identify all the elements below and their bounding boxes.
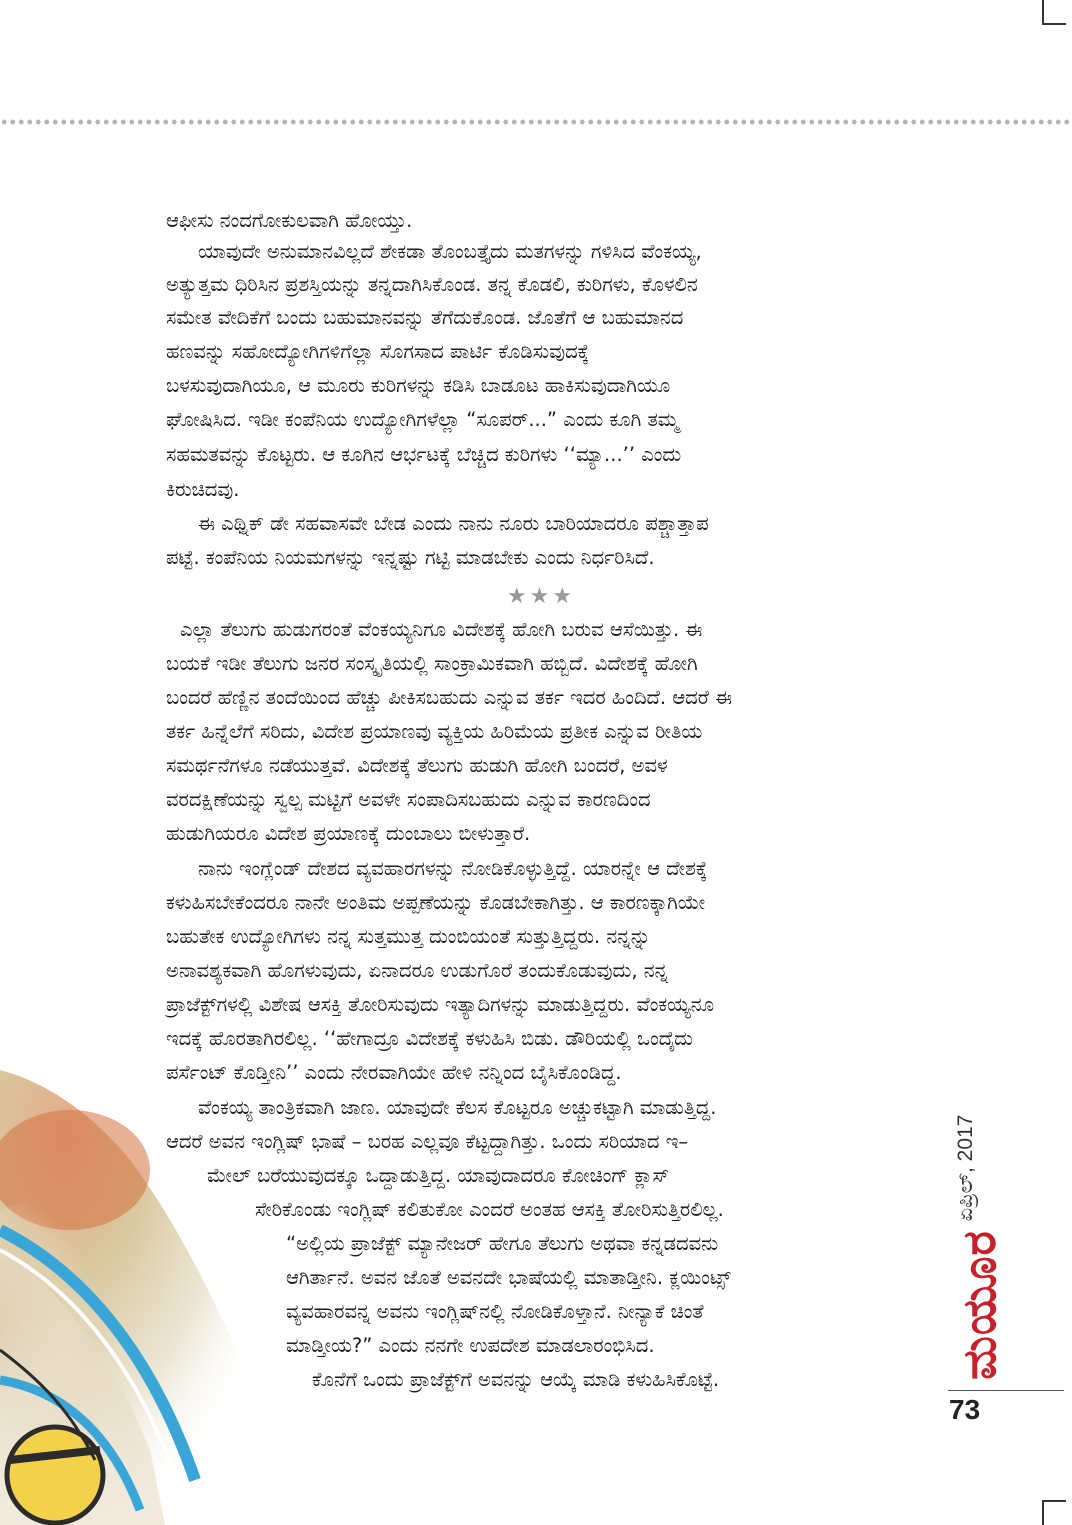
issue-date-text: ಏಪ್ರಿಲ್, 2017	[954, 1114, 977, 1222]
text-line: ಘೋಷಿಸಿದ. ಇಡೀ ಕಂಪೆನಿಯ ಉದ್ಯೋಗಿಗಳೆಲ್ಲಾ “ಸೂಪರ್...” ಎಂದು ಕೂಗಿ ತಮ್ಮ	[166, 408, 679, 431]
text-line: ಮೇಲ್ ಬರೆಯುವುದಕ್ಕೂ ಒದ್ದಾಡುತ್ತಿದ್ದ. ಯಾವುದಾದರೂ ಕೋಚಿಂಗ್ ಕ್ಲಾಸ್	[207, 1164, 670, 1187]
text-line: ವೆಂಕಯ್ಯ ತಾಂತ್ರಿಕವಾಗಿ ಜಾಣ. ಯಾವುದೇ ಕೆಲಸ ಕೊಟ್ಟರೂ ಅಚ್ಚುಕಟ್ಟಾಗಿ ಮಾಡುತ್ತಿದ್ದ.	[198, 1096, 717, 1119]
text-line: ಕೊನೆಗೆ ಒಂದು ಪ್ರಾಜೆಕ್ಟ್‌ಗೆ ಅವನನ್ನು ಆಯ್ಕೆ ಮಾಡಿ ಕಳುಹಿಸಿಕೊಟ್ಟೆ.	[312, 1368, 720, 1391]
text-line: ಪರ್ಸೆಂಟ್ ಕೊಡ್ತೀನಿ’’ ಎಂದು ನೇರವಾಗಿಯೇ ಹೇಳಿ ನನ್ನಿಂದ ಬೈಸಿಕೊಂಡಿದ್ದ.	[166, 1061, 622, 1084]
text-line: ಮಾಡ್ತೀಯ?” ಎಂದು ನನಗೇ ಉಪದೇಶ ಮಾಡಲಾರಂಭಿಸಿದ.	[286, 1334, 655, 1357]
crop-mark-bottom-horizontal	[1042, 1500, 1066, 1502]
text-line: ಯಾವುದೇ ಅನುಮಾನವಿಲ್ಲದೆ ಶೇಕಡಾ ತೊಂಬತ್ತೈದು ಮತಗಳನ್ನು ಗಳಿಸಿದ ವೆಂಕಯ್ಯ,	[198, 240, 702, 263]
text-line: ಸಮರ್ಥನೆಗಳೂ ನಡೆಯುತ್ತವೆ. ವಿದೇಶಕ್ಕೆ ತೆಲುಗು ಹುಡುಗಿ ಹೋಗಿ ಬಂದರೆ, ಅವಳ	[166, 754, 668, 777]
page-number: 73	[949, 1394, 981, 1425]
section-separator: ★★★	[506, 584, 576, 609]
text-line: ಹುಡುಗಿಯರೂ ವಿದೇಶ ಪ್ರಯಾಣಕ್ಕೆ ದುಂಬಾಲು ಬೀಳುತ್ತಾರೆ.	[166, 822, 531, 845]
text-line: ಇದಕ್ಕೆ ಹೊರತಾಗಿರಲಿಲ್ಲ. ‘‘ಹೇಗಾದ್ರೂ ವಿದೇಶಕ್ಕೆ ಕಳುಹಿಸಿ ಬಿಡು. ಡೌರಿಯಲ್ಲಿ ಒಂದೈದು	[166, 1027, 693, 1050]
text-line: ಆದರೆ ಅವನ ಇಂಗ್ಲಿಷ್ ಭಾಷೆ – ಬರಹ ಎಲ್ಲವೂ ಕೆಟ್ಟದ್ದಾಗಿತ್ತು. ಒಂದು ಸರಿಯಾದ ಇ–	[166, 1130, 689, 1153]
dotted-header-rule	[0, 119, 1072, 125]
text-line: ಅನಾವಶ್ಯಕವಾಗಿ ಹೊಗಳುವುದು, ಏನಾದರೂ ಉಡುಗೊರೆ ತಂದುಕೊಡುವುದು, ನನ್ನ	[166, 959, 669, 982]
text-line: ಪಟ್ಟೆ. ಕಂಪೆನಿಯ ನಿಯಮಗಳನ್ನು ಇನ್ನಷ್ಟು ಗಟ್ಟಿ ಮಾಡಬೇಕು ಎಂದು ನಿರ್ಧರಿಸಿದೆ.	[166, 546, 655, 569]
text-line: ಸಹಮತವನ್ನು ಕೊಟ್ಟರು. ಆ ಕೂಗಿನ ಆರ್ಭಟಕ್ಕೆ ಬೆಚ್ಚಿದ ಕುರಿಗಳು ‘‘ಮ್ಯಾ...’’ ಎಂದು	[166, 443, 682, 466]
text-line: ವರದಕ್ಷಿಣೆಯನ್ನು ಸ್ವಲ್ಪ ಮಟ್ಟಿಗೆ ಅವಳೇ ಸಂಪಾದಿಸಬಹುದು ಎನ್ನುವ ಕಾರಣದಿಂದ	[166, 788, 651, 811]
decorative-illustration	[0, 1050, 260, 1525]
text-line: ಆಫೀಸು ನಂದಗೋಕುಲವಾಗಿ ಹೋಯ್ತು.	[166, 209, 413, 232]
text-line: ಈ ಎಥ್ನಿಕ್ ಡೇ ಸಹವಾಸವೇ ಬೇಡ ಎಂದು ನಾನು ನೂರು ಬಾರಿಯಾದರೂ ಪಶ್ಚಾತ್ತಾಪ	[198, 512, 709, 535]
text-line: ನಾನು ಇಂಗ್ಲೆಂಡ್ ದೇಶದ ವ್ಯವಹಾರಗಳನ್ನು ನೋಡಿಕೊಳ್ಳುತ್ತಿದ್ದೆ. ಯಾರನ್ನೇ ಆ ದೇಶಕ್ಕೆ	[198, 857, 708, 880]
text-line: ವ್ಯವಹಾರವನ್ನ ಅವನು ಇಂಗ್ಲಿಷ್‌ನಲ್ಲಿ ನೋಡಿಕೊಳ್ತಾನೆ. ನೀನ್ಯಾಕೆ ಚಿಂತೆ	[286, 1300, 704, 1323]
text-line: ಪ್ರಾಜೆಕ್ಟ್‌ಗಳಲ್ಲಿ ವಿಶೇಷ ಆಸಕ್ತಿ ತೋರಿಸುವುದು ಇತ್ಯಾದಿಗಳನ್ನು ಮಾಡುತ್ತಿದ್ದರು. ವೆಂಕಯ್ಯನೂ	[166, 993, 715, 1016]
text-line: ಸೇರಿಕೊಂಡು ಇಂಗ್ಲಿಷ್ ಕಲಿತುಕೋ ಎಂದರೆ ಅಂತಹ ಆಸಕ್ತಿ ತೋರಿಸುತ್ತಿರಲಿಲ್ಲ.	[255, 1198, 724, 1221]
magazine-name: ಮಯೂರ	[952, 1230, 1006, 1380]
crop-mark-top-vertical	[1042, 0, 1044, 24]
text-line: ತರ್ಕ ಹಿನ್ನೆಲೆಗೆ ಸರಿದು, ವಿದೇಶ ಪ್ರಯಾಣವು ವ್ಯಕ್ತಿಯ ಹಿರಿಮೆಯ ಪ್ರತೀಕ ಎನ್ನುವ ರೀತಿಯ	[166, 720, 703, 743]
issue-date	[931, 1114, 1001, 1222]
text-line: ಬಳಸುವುದಾಗಿಯೂ, ಆ ಮೂರು ಕುರಿಗಳನ್ನು ಕಡಿಸಿ ಬಾಡೂಟ ಹಾಕಿಸುವುದಾಗಿಯೂ	[166, 374, 671, 397]
text-line: ಅತ್ಯುತ್ತಮ ಧಿರಿಸಿನ ಪ್ರಶಸ್ತಿಯನ್ನು ತನ್ನದಾಗಿಸಿಕೊಂಡ. ತನ್ನ ಕೊಡಲಿ, ಕುರಿಗಳು, ಕೊಳಲಿನ	[166, 273, 698, 296]
crop-mark-top-horizontal	[1042, 23, 1066, 25]
text-line: ಬಂದರೆ ಹೆಣ್ಣಿನ ತಂದೆಯಿಂದ ಹೆಚ್ಚು ಪೀಕಿಸಬಹುದು ಎನ್ನುವ ತರ್ಕ ಇದರ ಹಿಂದಿದೆ. ಆದರೆ ಈ	[166, 686, 732, 709]
text-line: “ಅಲ್ಲಿಯ ಪ್ರಾಜೆಕ್ಟ್ ಮ್ಯಾನೇಜರ್ ಹೇಗೂ ತೆಲುಗು ಅಥವಾ ಕನ್ನಡದವನು	[286, 1232, 719, 1255]
text-line: ಕಳುಹಿಸಬೇಕೆಂದರೂ ನಾನೇ ಅಂತಿಮ ಅಪ್ಪಣೆಯನ್ನು ಕೊಡಬೇಕಾಗಿತ್ತು. ಆ ಕಾರಣಕ್ಕಾಗಿಯೇ	[166, 891, 706, 914]
footer-rule	[948, 1390, 1064, 1391]
text-line: ಸಮೇತ ವೇದಿಕೆಗೆ ಬಂದು ಬಹುಮಾನವನ್ನು ತೆಗೆದುಕೊಂಡ. ಜೊತೆಗೆ ಆ ಬಹುಮಾನದ	[166, 306, 684, 329]
text-line: ಕಿರುಚಿದವು.	[166, 478, 240, 501]
text-line: ಆಗಿರ್ತಾನೆ. ಅವನ ಜೊತೆ ಅವನದೇ ಭಾಷೆಯಲ್ಲಿ ಮಾತಾಡ್ತೀನಿ. ಕ್ಲಯಿಂಟ್ಸ್	[286, 1266, 731, 1289]
text-line: ಎಲ್ಲಾ ತೆಲುಗು ಹುಡುಗರಂತೆ ವೆಂಕಯ್ಯನಿಗೂ ವಿದೇಶಕ್ಕೆ ಹೋಗಿ ಬರುವ ಆಸೆಯಿತ್ತು. ಈ	[180, 618, 703, 641]
text-line: ಬಹುತೇಕ ಉದ್ಯೋಗಿಗಳು ನನ್ನ ಸುತ್ತಮುತ್ತ ದುಂಬಿಯಂತೆ ಸುತ್ತುತ್ತಿದ್ದರು. ನನ್ನನ್ನು	[166, 925, 651, 948]
text-line: ಬಯಕೆ ಇಡೀ ತೆಲುಗು ಜನರ ಸಂಸ್ಕೃತಿಯಲ್ಲಿ ಸಾಂಕ್ರಾಮಿಕವಾಗಿ ಹಬ್ಬಿದೆ. ವಿದೇಶಕ್ಕೆ ಹೋಗಿ	[166, 652, 698, 675]
crop-mark-bottom-vertical	[1042, 1500, 1044, 1525]
text-line: ಹಣವನ್ನು ಸಹೋದ್ಯೋಗಿಗಳಿಗೆಲ್ಲಾ ಸೊಗಸಾದ ಪಾರ್ಟಿ ಕೊಡಿಸುವುದಕ್ಕೆ	[166, 340, 590, 363]
magazine-logo	[935, 1220, 1025, 1390]
